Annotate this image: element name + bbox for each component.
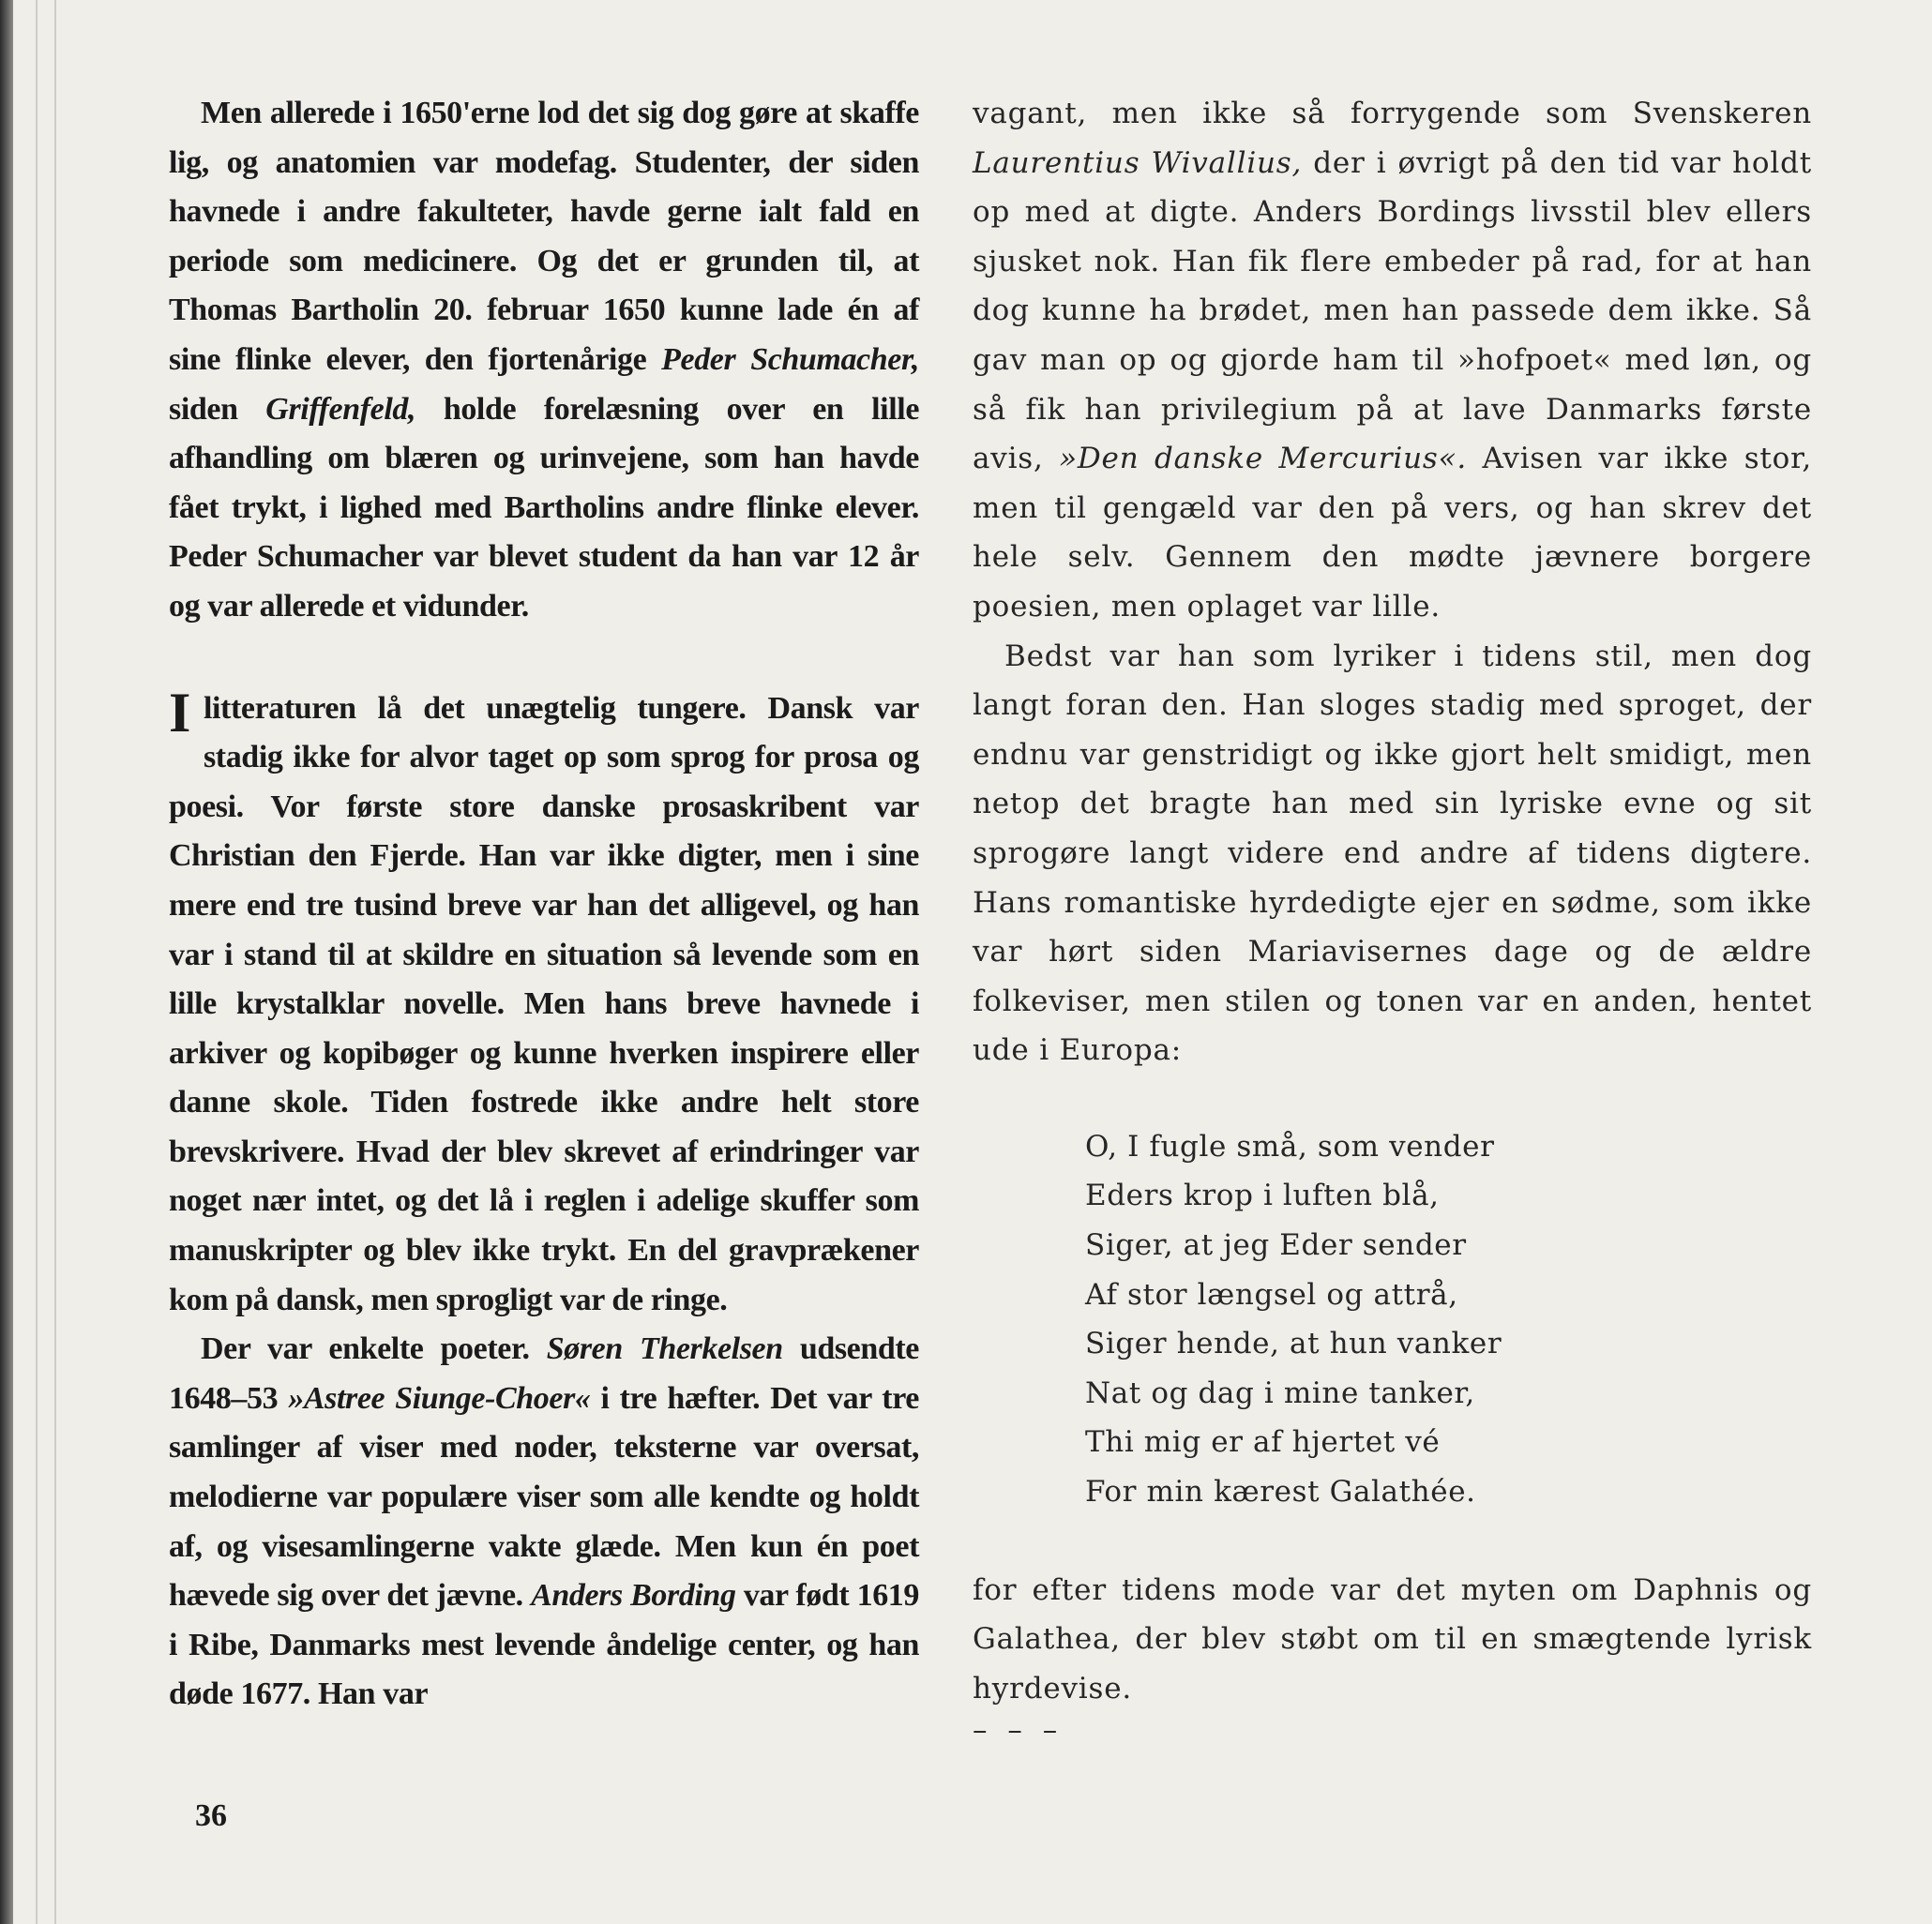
text-span: Avisen var ikke stor, men til gengæld var den på vers, og han skrev det hele selv. Gennem den mødte jævnere borgere poesien, men oplaget var lille. bbox=[973, 442, 1812, 624]
italic-name: Anders Bording bbox=[531, 1578, 736, 1614]
right-column bbox=[973, 89, 1812, 1747]
page-number: 36 bbox=[195, 1798, 227, 1833]
italic-name: Søren Therkelsen bbox=[546, 1331, 783, 1367]
text-span: Der var enkelte poeter. bbox=[201, 1331, 547, 1367]
italic-name: Peder Schumacher, bbox=[661, 341, 920, 377]
verse-line: For min kærest Galathée. bbox=[1085, 1475, 1476, 1510]
text-span: litteraturen lå det unægtelig tungere. Dansk var stadig ikke for alvor taget op som sprog for prosa og poesi. Vor første store danske prosaskribent var Christian den Fjerde. Han var ikke digter, men i sine mere end tre tusind breve var han det alligevel, og han var i stand til at skildre en situation så levende som en lille krystalklar novelle. Men hans breve havnede i arkiver og kopibøger og kunne hverken inspirere eller danne skole. Tiden fostrede ikke andre helt store brevskrivere. Hvad der blev skrevet af erindringer var noget nær intet, og det lå i reglen i adelige skuffer som manuskripter og blev ikke trykt. En del gravprækener kom på dansk, men sprogligt var de ringe. bbox=[169, 690, 919, 1317]
paragraph-lyricist: Bedst var han som lyriker i tidens stil, men dog langt foran den. Han sloges stadig med sproget, der endnu var genstridigt og ikke gjort helt smidigt, men netop det bragte han med sin lyriske evne og sit sprogøre langt videre end andre af tidens digtere. Hans romantiske hyrdedigte ejer en sødme, som ikke var hørt siden Mariavisernes dage og de ældre folkeviser, men stilen og tonen var en anden, hentet ude i Europa: bbox=[973, 639, 1812, 1068]
page-edge-line bbox=[36, 0, 38, 1924]
italic-name: Griffenfeld, bbox=[265, 391, 416, 427]
verse-line: Siger, at jeg Eder sender bbox=[1085, 1228, 1467, 1263]
poem-verse bbox=[1085, 1122, 1812, 1517]
verse-line: Nat og dag i mine tanker, bbox=[1085, 1375, 1475, 1410]
verse-line: Eders krop i luften blå, bbox=[1085, 1179, 1440, 1213]
text-span: i tre hæfter. Det var tre samlinger af viser med noder, teksterne var oversat, melodierne var populære viser som alle kendte og holdt af, og visesamlingerne vakte glæde. Men kun én poet hævede sig over det jævne. bbox=[169, 1380, 919, 1614]
verse-line: Af stor længsel og attrå, bbox=[1085, 1277, 1458, 1312]
paragraph-daphnis: for efter tidens mode var det myten om Daphnis og Galathea, der blev støbt om til en smægtende lyrisk hyrdevise. bbox=[973, 1572, 1812, 1706]
paragraph-bording bbox=[973, 89, 1812, 632]
text-span: udsendte 1648–53 bbox=[169, 1331, 919, 1416]
text-span: Men allerede i 1650'erne lod det sig dog gøre at skaffe lig, og anatomien var modefag. Studenter, der siden havnede i andre fakulteter, havde gerne ialt fald en periode som medicinere. Og det er grunden til, at Thomas Bartholin 20. februar 1650 kunne lade én af sine flinke elever, den fjortenårige bbox=[169, 96, 919, 377]
drop-cap: I bbox=[169, 681, 190, 744]
italic-title: »Astree Siunge-Choer« bbox=[288, 1380, 591, 1416]
text-span: holde forelæsning over en lille afhandling om blæren og urinvejene, som han havde fået trykt, i lighed med Bartholins andre flinke elever. Peder Schumacher var blevet student da han var 12 år og var allerede et vidunder. bbox=[169, 391, 920, 624]
verse-line: Siger hende, at hun vanker bbox=[1085, 1327, 1502, 1361]
book-spine-edge bbox=[0, 0, 13, 1924]
left-column bbox=[169, 89, 919, 1720]
page-edge-line bbox=[54, 0, 56, 1924]
text-span: vagant, men ikke så forrygende som Svenskeren bbox=[973, 97, 1812, 130]
verse-line: O, I fugle små, som vender bbox=[1085, 1129, 1495, 1164]
text-span: der i øvrigt på den tid var holdt op med at digte. Anders Bordings livsstil blev ellers sjusket nok. Han fik flere embeder på rad, for at han dog kunne ha brødet, men han passede dem ikke. Så gav man op og gjorde ham til »hofpoet« med løn, og så fik han privilegium på at lave Danmarks første avis, bbox=[973, 145, 1813, 476]
verse-line: Thi mig er af hjertet vé bbox=[1085, 1425, 1441, 1460]
italic-name: Laurentius Wivallius, bbox=[973, 145, 1303, 180]
italic-title: »Den danske Mercurius«. bbox=[1059, 442, 1467, 476]
paragraph-poets bbox=[169, 1325, 919, 1720]
paragraph-anatomy bbox=[169, 89, 919, 632]
text-span: siden bbox=[169, 391, 266, 427]
text-span: var født 1619 i Ribe, Danmarks mest levende åndelige center, og han døde 1677. Han var bbox=[169, 1578, 919, 1712]
section-end-dashes: – – – bbox=[973, 1713, 1064, 1748]
paragraph-literature bbox=[169, 681, 919, 1326]
